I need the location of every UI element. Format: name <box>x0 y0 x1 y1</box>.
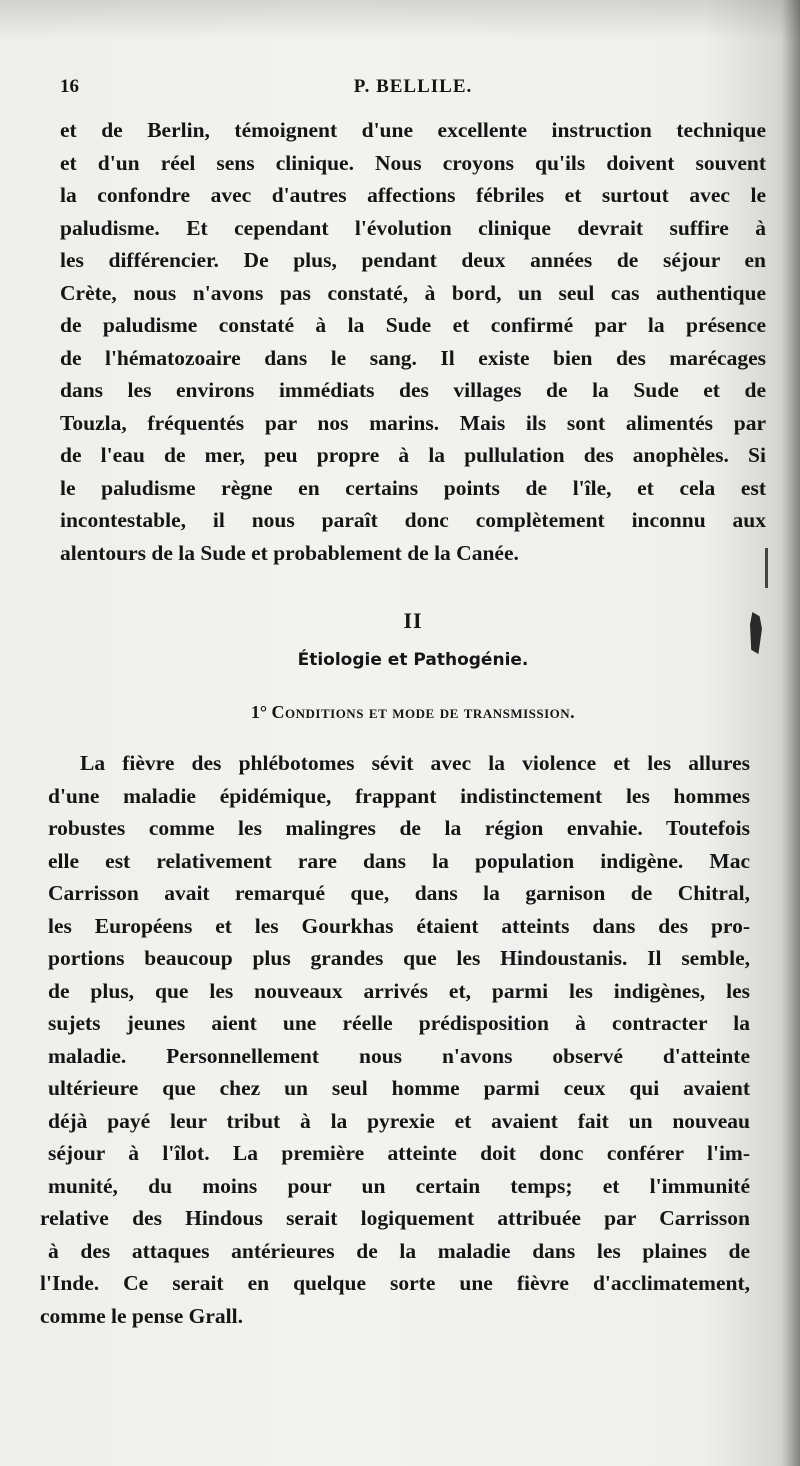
paragraph-2-line: l'Inde. Ce serait en quelque sorte une fièvre d'acclimatement, <box>40 1271 750 1295</box>
paragraph-2-line: elle est relativement rare dans la population indigène. Mac <box>48 848 750 873</box>
paragraph-2-line: les Européens et les Gourkhas étaient atteints dans des pro- <box>48 913 750 938</box>
paragraph-2-line: d'une maladie épidémique, frappant indistinctement les hommes <box>48 783 750 808</box>
section-title: Étiologie et Pathogénie. <box>297 650 529 670</box>
paragraph-2-line: munité, du moins pour un certain temps; et l'immunité <box>48 1173 750 1198</box>
paragraph-2-line: comme le pense Grall. <box>40 1303 244 1328</box>
paragraph-1-line: de paludisme constaté à la Sude et confirmé par la présence <box>60 313 766 337</box>
paragraph-2-line: portions beaucoup plus grandes que les Hindoustanis. Il semble, <box>48 946 750 970</box>
paragraph-2-line: La fièvre des phlébotomes sévit avec la violence et les allures <box>80 751 750 775</box>
page-edge-shadow <box>782 0 800 1466</box>
paragraph-2-line: relative des Hindous serait logiquement attribuée par Carrisson <box>40 1206 750 1230</box>
paragraph-1-line: de l'hématozoaire dans le sang. Il existe bien des marécages <box>60 345 766 370</box>
page-top-shadow <box>0 0 800 40</box>
paragraph-2-line: à des attaques antérieures de la maladie dans les plaines de <box>48 1238 750 1263</box>
paragraph-1-line: les différencier. De plus, pendant deux années de séjour en <box>60 248 766 272</box>
paragraph-2-line: maladie. Personnellement nous n'avons observé d'atteinte <box>48 1043 750 1068</box>
paragraph-1-line: la confondre avec d'autres affections fébriles et surtout avec le <box>60 183 766 207</box>
paragraph-1-line: de l'eau de mer, peu propre à la pullulation des anophèles. Si <box>60 443 766 467</box>
paragraph-1-line: et de Berlin, témoignent d'une excellente instruction technique <box>60 118 766 142</box>
paragraph-2-line: sujets jeunes aient une réelle prédisposition à contracter la <box>48 1011 750 1035</box>
page-number: 16 <box>60 76 79 97</box>
subsection-title: Conditions et mode de transmission. <box>271 702 576 722</box>
paragraph-2-line: déjà payé leur tribut à la pyrexie et avaient fait un nouveau <box>48 1108 750 1133</box>
paragraph-1-line: le paludisme règne en certains points de l'île, et cela est <box>60 475 766 500</box>
paragraph-1-line: Touzla, fréquentés par nos marins. Mais ils sont alimentés par <box>60 410 766 435</box>
paragraph-1-line: incontestable, il nous paraît donc complètement inconnu aux <box>60 508 766 532</box>
paragraph-2-line: ultérieure que chez un seul homme parmi ceux qui avaient <box>48 1076 750 1100</box>
paragraph-2-line: Carrisson avait remarqué que, dans la garnison de Chitral, <box>48 881 750 905</box>
paragraph-1-line: paludisme. Et cependant l'évolution clinique devrait suffire à <box>60 215 766 240</box>
subsection-number: 1° <box>250 702 268 722</box>
paragraph-1-line: dans les environs immédiats des villages de la Sude et de <box>60 378 766 402</box>
running-title: P. BELLILE. <box>353 76 473 97</box>
paragraph-2-line: séjour à l'îlot. La première atteinte doit donc conférer l'im- <box>48 1141 750 1165</box>
subsection-heading <box>60 702 766 723</box>
paragraph-2 <box>40 747 750 1332</box>
paragraph-1 <box>60 114 766 569</box>
paragraph-1-line: Crète, nous n'avons pas constaté, à bord, un seul cas authentique <box>60 280 766 305</box>
paragraph-1-line: et d'un réel sens clinique. Nous croyons qu'ils doivent souvent <box>60 150 766 175</box>
running-head <box>60 76 766 102</box>
section-number: II <box>403 608 423 633</box>
paragraph-2-line: robustes comme les malingres de la région envahie. Toutefois <box>48 816 750 840</box>
paragraph-1-line: alentours de la Sude et probablement de la Canée. <box>60 540 519 565</box>
paragraph-2-line: de plus, que les nouveaux arrivés et, parmi les indigènes, les <box>48 978 750 1003</box>
